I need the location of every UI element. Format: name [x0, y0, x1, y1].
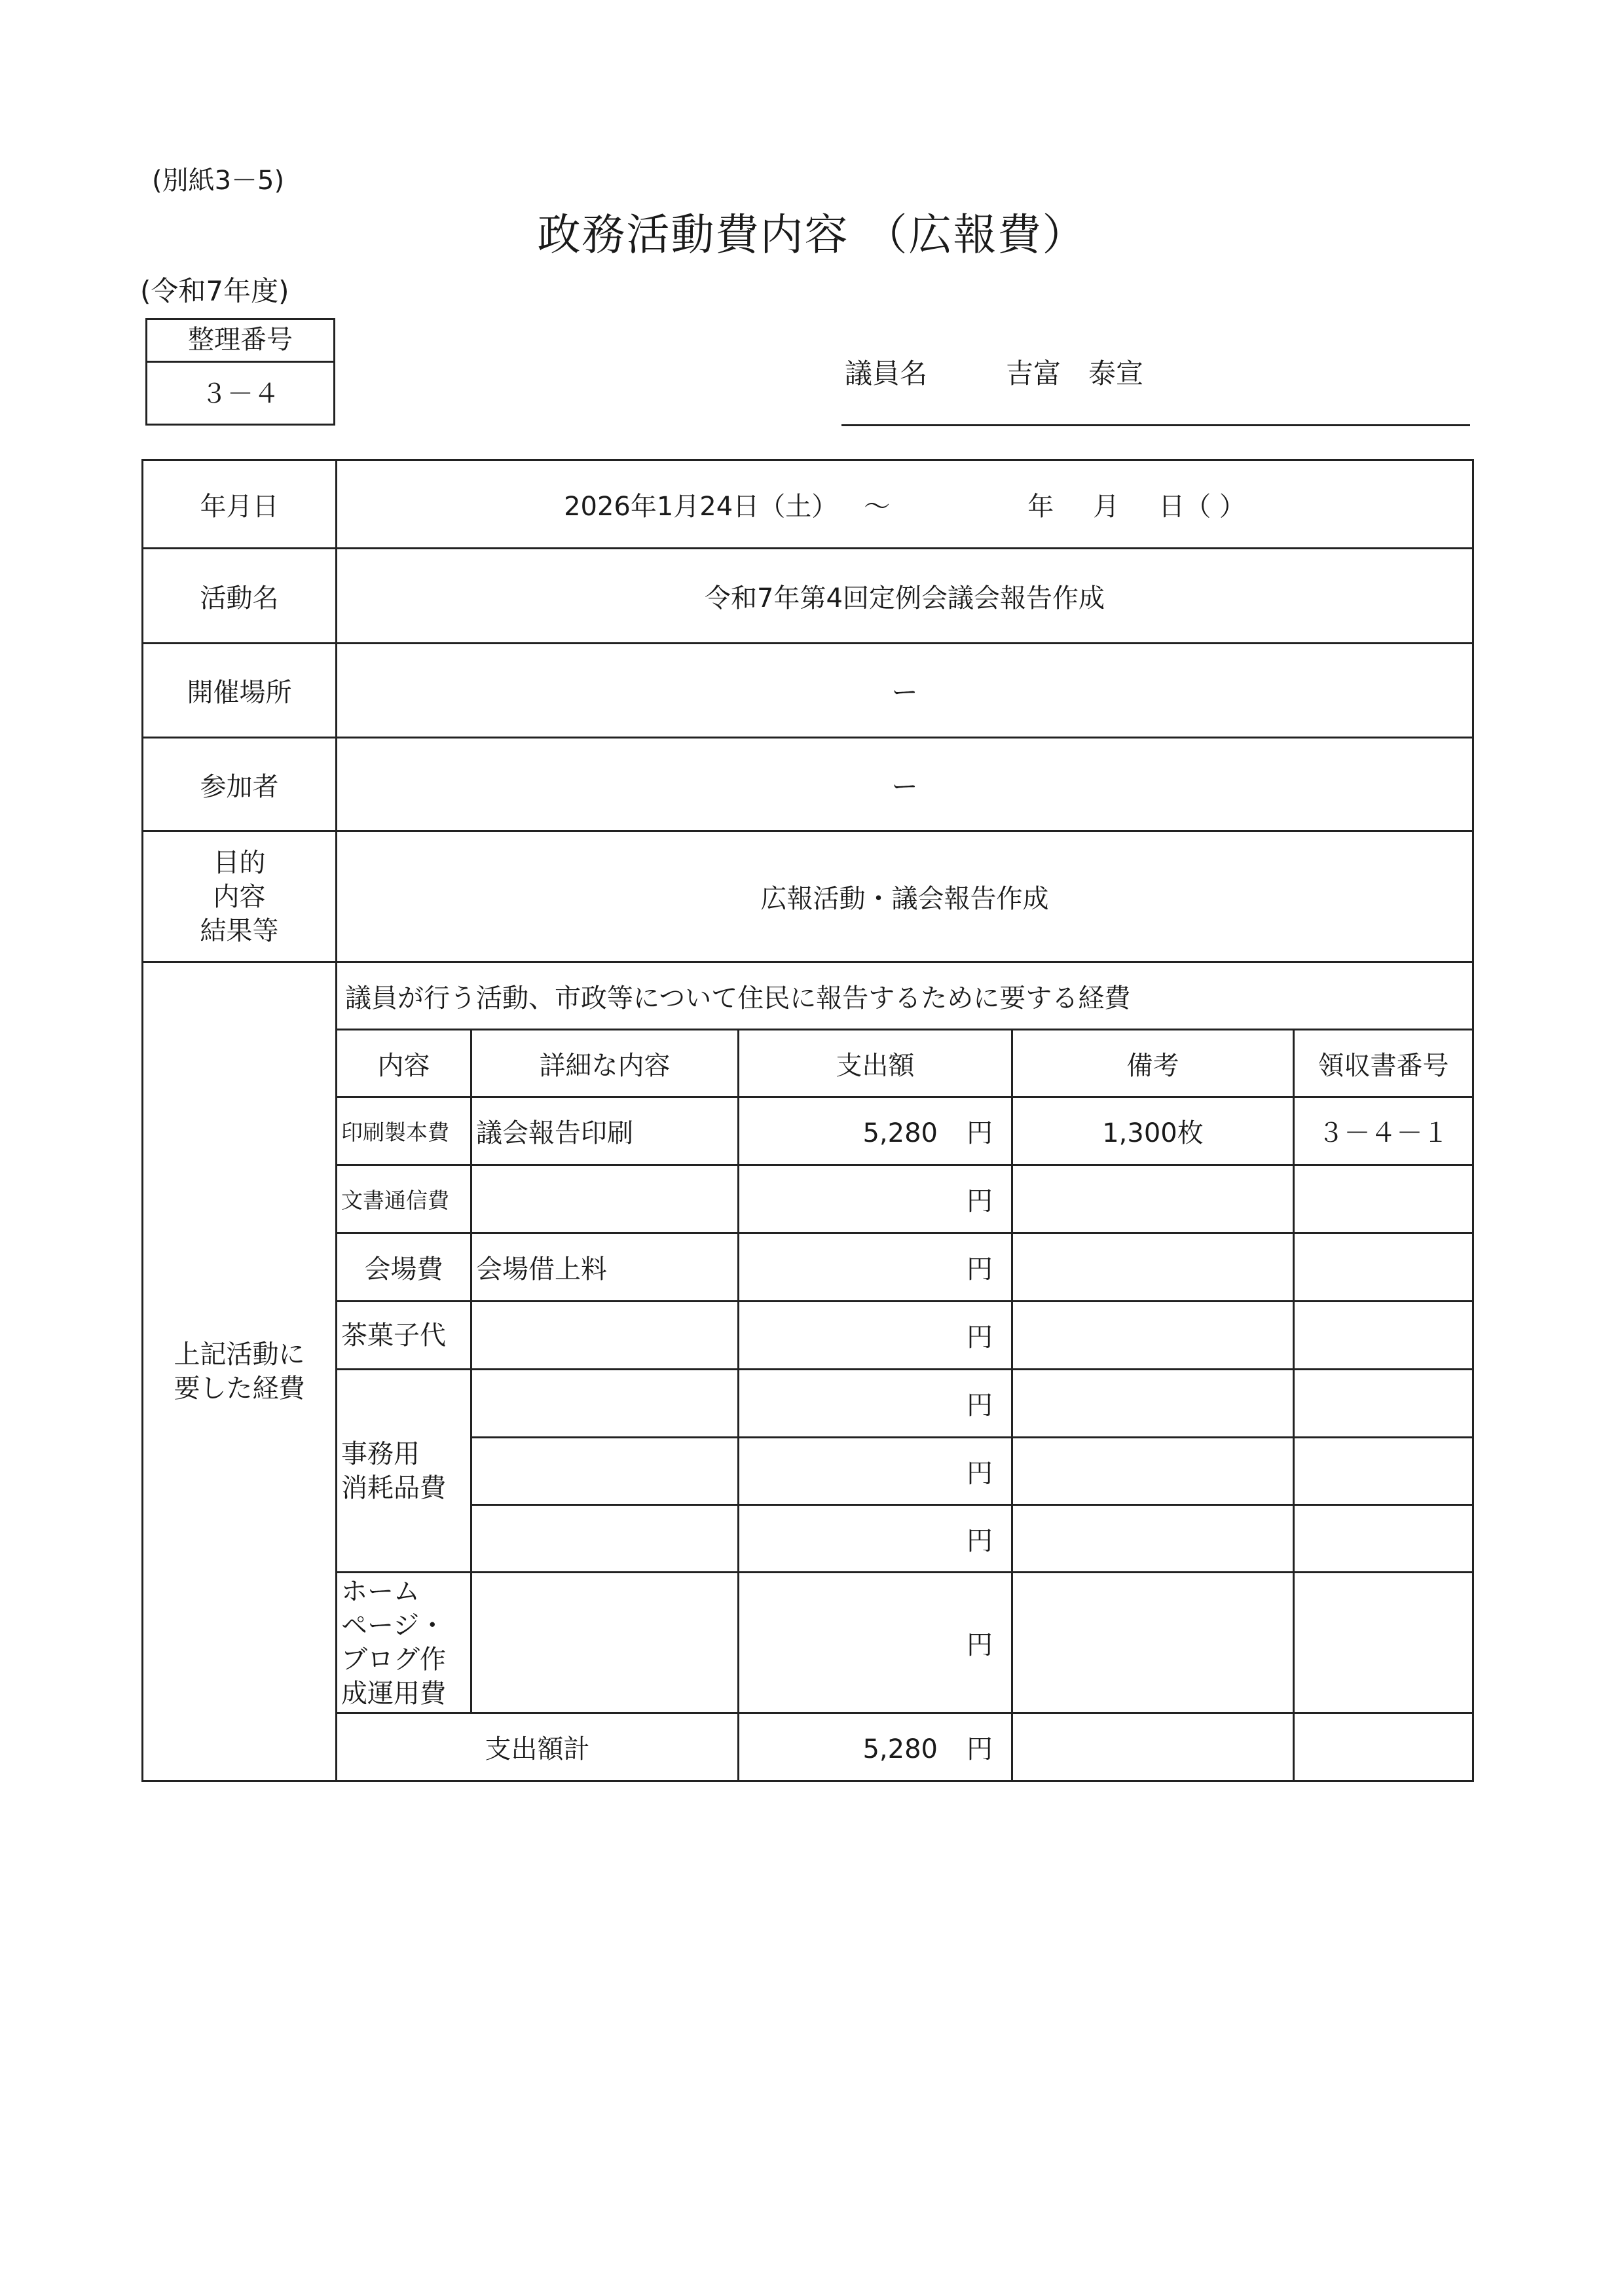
remarks-venue [1012, 1233, 1294, 1302]
category-refreshments: 茶菓子代 [337, 1302, 471, 1370]
receipt-office-2 [1294, 1438, 1473, 1505]
total-amount [739, 1713, 1012, 1781]
detail-printing: 議会報告印刷 [471, 1097, 739, 1165]
header-remarks: 備考 [1012, 1030, 1294, 1097]
amount-website [739, 1573, 1012, 1713]
header-amount: 支出額 [739, 1030, 1012, 1097]
expense-note: 議員が行う活動、市政等について住民に報告するために要する経費 [337, 962, 1473, 1030]
expense-note-row [143, 962, 1473, 1030]
remarks-office-2 [1012, 1438, 1294, 1505]
remarks-postage [1012, 1165, 1294, 1233]
remarks-printing: 1,300枚 [1012, 1097, 1294, 1165]
expense-section-label [143, 962, 337, 1781]
date-end-day: 日（ ） [1158, 491, 1246, 522]
category-venue: 会場費 [337, 1233, 471, 1302]
amount-office-3 [739, 1505, 1012, 1573]
date-tilde: ～ [864, 491, 891, 522]
expense-form-table [141, 459, 1474, 1782]
expense-row-postage [143, 1165, 1473, 1233]
detail-website [471, 1573, 739, 1713]
expense-row-website [143, 1573, 1473, 1713]
remarks-office-3 [1012, 1505, 1294, 1573]
date-end-month: 月 [1093, 491, 1120, 522]
date-end-year: 年 [1027, 491, 1054, 522]
category-line: 成運用費 [341, 1679, 446, 1709]
category-postage: 文書通信費 [337, 1165, 471, 1233]
receipt-venue [1294, 1233, 1473, 1302]
total-label: 支出額計 [337, 1713, 739, 1781]
expense-section-label-line: 要した経費 [174, 1374, 305, 1404]
receipt-website [1294, 1573, 1473, 1713]
category-line: ホーム [341, 1576, 420, 1607]
expense-row-printing [143, 1097, 1473, 1165]
remarks-refreshments [1012, 1302, 1294, 1370]
activity-label: 活動名 [143, 549, 337, 644]
purpose-value: 広報活動・議会報告作成 [337, 831, 1473, 962]
category-printing: 印刷製本費 [337, 1097, 471, 1165]
page-title: 政務活動費内容 （広報費） [537, 210, 1087, 260]
purpose-label [143, 831, 337, 962]
date-value [337, 460, 1473, 549]
member-underline [841, 424, 1470, 426]
amount-refreshments [739, 1302, 1012, 1370]
member-label: 議員名 [845, 357, 928, 390]
yen-unit: 円 [967, 1630, 993, 1660]
receipt-printing: ３－４－１ [1294, 1097, 1473, 1165]
header-receipt: 領収書番号 [1294, 1030, 1473, 1097]
yen-unit: 円 [967, 1525, 993, 1556]
activity-value: 令和7年第4回定例会議会報告作成 [337, 549, 1473, 644]
date-row [143, 460, 1473, 549]
purpose-label-line: 内容 [213, 881, 266, 912]
remarks-website [1012, 1573, 1294, 1713]
yen-unit: 円 [967, 1391, 993, 1421]
detail-postage [471, 1165, 739, 1233]
expense-row-office-1 [143, 1370, 1473, 1438]
date-start: 2026年1月24日（土） [564, 491, 838, 522]
receipt-postage [1294, 1165, 1473, 1233]
amount-postage [739, 1165, 1012, 1233]
receipt-refreshments [1294, 1302, 1473, 1370]
amount-value: 5,280 [862, 1118, 938, 1148]
expense-row-venue [143, 1233, 1473, 1302]
participants-label: 参加者 [143, 738, 337, 831]
participants-value: ー [337, 738, 1473, 831]
amount-office-2 [739, 1438, 1012, 1505]
detail-office-2 [471, 1438, 739, 1505]
amount-office-1 [739, 1370, 1012, 1438]
member-name: 吉富 泰宣 [1006, 357, 1144, 390]
header-category: 内容 [337, 1030, 471, 1097]
category-website [337, 1573, 471, 1713]
detail-office-3 [471, 1505, 739, 1573]
receipt-office-1 [1294, 1370, 1473, 1438]
yen-unit: 円 [967, 1254, 993, 1285]
purpose-row [143, 831, 1473, 962]
yen-unit: 円 [967, 1186, 993, 1216]
attachment-label: (別紙3－5) [152, 166, 285, 196]
category-line: 事務用 [341, 1438, 420, 1469]
amount-value: 5,280 [862, 1734, 938, 1764]
venue-value: ー [337, 644, 1473, 738]
amount-printing [739, 1097, 1012, 1165]
reference-number-box [145, 318, 335, 426]
detail-refreshments [471, 1302, 739, 1370]
purpose-label-line: 目的 [213, 847, 266, 878]
venue-row [143, 644, 1473, 738]
expense-header-row [143, 1030, 1473, 1097]
expense-row-refreshments [143, 1302, 1473, 1370]
purpose-label-line: 結果等 [200, 915, 279, 946]
yen-unit: 円 [967, 1458, 993, 1489]
total-remarks [1012, 1713, 1294, 1781]
total-receipt [1294, 1713, 1473, 1781]
activity-row [143, 549, 1473, 644]
expense-total-row [143, 1713, 1473, 1781]
header-detail: 詳細な内容 [471, 1030, 739, 1097]
detail-venue: 会場借上料 [471, 1233, 739, 1302]
category-line: 消耗品費 [341, 1472, 446, 1503]
date-label: 年月日 [143, 460, 337, 549]
category-line: ページ・ [341, 1611, 446, 1641]
category-line: ブログ作 [341, 1645, 446, 1675]
member-info [845, 352, 1143, 392]
category-office-supplies [337, 1370, 471, 1573]
detail-office-1 [471, 1370, 739, 1438]
venue-label: 開催場所 [143, 644, 337, 738]
amount-venue [739, 1233, 1012, 1302]
receipt-office-3 [1294, 1505, 1473, 1573]
remarks-office-1 [1012, 1370, 1294, 1438]
yen-unit: 円 [967, 1118, 993, 1148]
yen-unit: 円 [967, 1322, 993, 1353]
reference-number-label: 整理番号 [147, 320, 333, 363]
expense-section-label-line: 上記活動に [174, 1339, 305, 1370]
yen-unit: 円 [967, 1734, 993, 1764]
fiscal-year: (令和7年度) [140, 275, 289, 307]
participants-row [143, 738, 1473, 831]
reference-number-value: ３－４ [201, 379, 280, 409]
